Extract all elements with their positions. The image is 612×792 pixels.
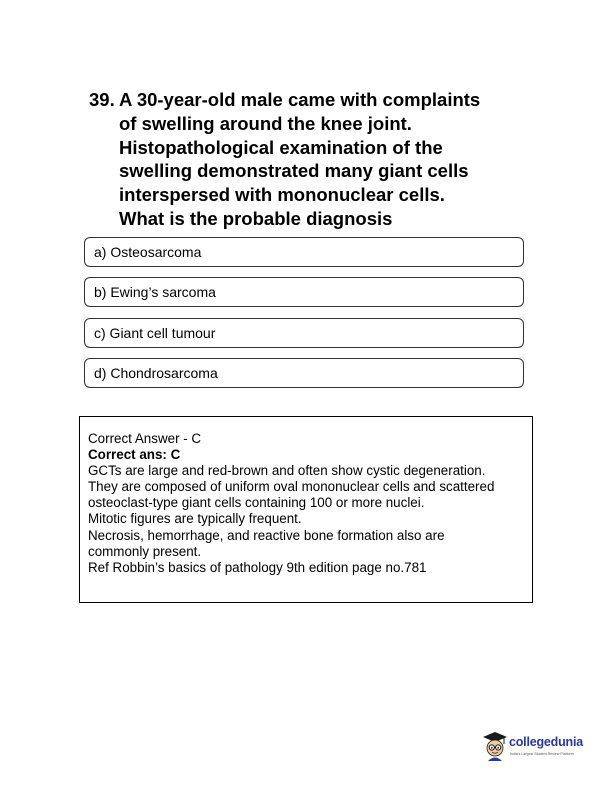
question bbox=[89, 88, 529, 231]
explanation-line: commonly present. bbox=[88, 543, 202, 559]
answer-box bbox=[79, 416, 533, 603]
correct-ans-bold: Correct ans: C bbox=[88, 447, 181, 463]
question-text: A 30-year-old male came with complaints of swelling around the knee joint. Histopathological examination of the swelling demonstrated many giant cells interspersed with mononuclear cells. What is the probable diagnosis bbox=[119, 89, 481, 229]
question-number: 39. bbox=[89, 89, 115, 110]
option-c[interactable]: c) Giant cell tumour bbox=[84, 318, 524, 348]
brand-tagline: India's Largest Student Review Platform bbox=[510, 752, 574, 756]
option-a[interactable]: a) Osteosarcoma bbox=[84, 237, 524, 267]
explanation-line: Mitotic figures are typically frequent. bbox=[88, 511, 302, 527]
collegedunia-logo bbox=[482, 731, 602, 763]
explanation-line: Necrosis, hemorrhage, and reactive bone formation also are bbox=[88, 527, 445, 543]
brand-name: collegedunia bbox=[509, 735, 584, 749]
reference-line: Ref Robbin’s basics of pathology 9th edition page no.781 bbox=[88, 559, 427, 575]
option-b[interactable]: b) Ewing’s sarcoma bbox=[84, 277, 524, 307]
explanation-line: They are composed of uniform oval mononuclear cells and scattered bbox=[88, 479, 495, 495]
explanation-line: GCTs are large and red-brown and often show cystic degeneration. bbox=[88, 463, 486, 479]
mascot-icon bbox=[482, 731, 508, 761]
option-d[interactable]: d) Chondrosarcoma bbox=[84, 358, 524, 388]
correct-answer-line: Correct Answer - C bbox=[88, 431, 202, 446]
explanation-line: osteoclast-type giant cells containing 100 or more nuclei. bbox=[88, 495, 425, 511]
